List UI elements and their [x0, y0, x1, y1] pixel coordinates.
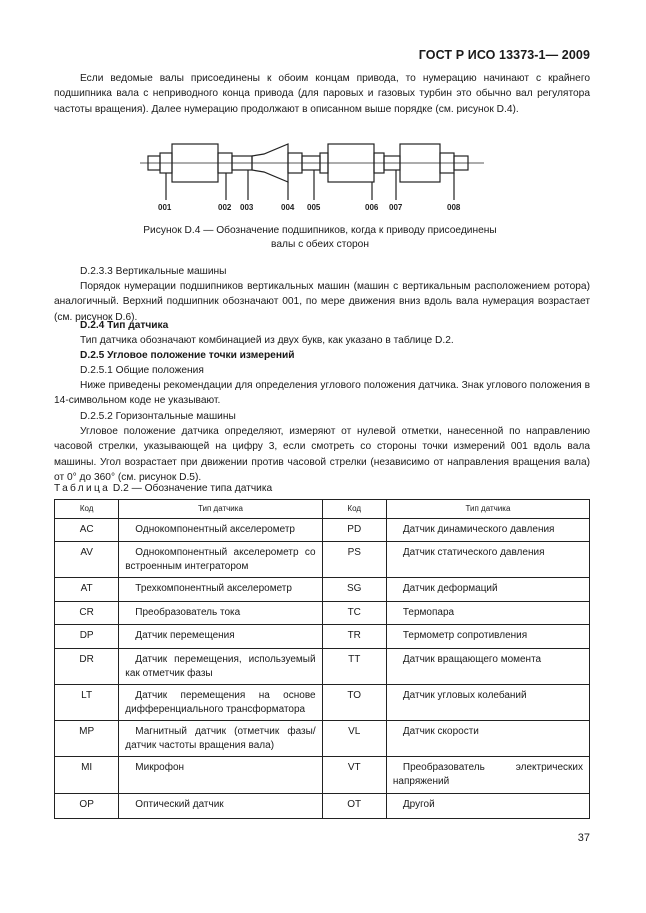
type-cell: Датчик деформаций — [386, 578, 589, 602]
table-row — [55, 519, 590, 542]
bearing-label: 004 — [281, 203, 295, 212]
table-row — [55, 721, 590, 757]
type-cell: Термометр сопротивления — [386, 625, 589, 649]
code-cell: PD — [322, 519, 386, 542]
type-cell: Однокомпонентный акселерометр со встроенным интегратором — [119, 542, 322, 578]
code-cell: DP — [55, 625, 119, 649]
code-cell: PS — [322, 542, 386, 578]
table-caption-text: D.2 — Обозначение типа датчика — [112, 483, 273, 494]
type-cell: Датчик динамического давления — [386, 519, 589, 542]
bearing-label: 007 — [389, 203, 403, 212]
table-row — [55, 794, 590, 819]
page-number: 37 — [577, 832, 590, 844]
sensor-type-table — [54, 499, 590, 819]
type-cell: Датчик статического давления — [386, 542, 589, 578]
table-row — [55, 685, 590, 721]
section-heading-angular-position: D.2.5 Угловое положение точки измерений — [80, 350, 295, 361]
type-cell: Датчик вращающего момента — [386, 649, 589, 685]
type-cell: Преобразователь тока — [119, 602, 322, 625]
code-cell: MP — [55, 721, 119, 757]
type-cell: Трехкомпонентный акселерометр — [119, 578, 322, 602]
table-row — [55, 542, 590, 578]
header-sensor-type: Тип датчика — [119, 500, 322, 519]
type-cell: Магнитный датчик (отметчик фазы/датчик частоты вращения вала) — [119, 721, 322, 757]
code-cell: OT — [322, 794, 386, 819]
paragraph-sensor-type: Тип датчика обозначают комбинацией из двух букв, как указано в таблице D.2. — [80, 335, 454, 346]
code-cell: AC — [55, 519, 119, 542]
bearing-label: 002 — [218, 203, 232, 212]
header-code: Код — [55, 500, 119, 519]
figure-caption-line1: Рисунок D.4 — Обозначение подшипников, когда к приводу присоединены — [143, 225, 497, 236]
table-caption-word: Таблица — [54, 483, 111, 494]
table-row — [55, 757, 590, 794]
code-cell: AV — [55, 542, 119, 578]
code-cell: AT — [55, 578, 119, 602]
paragraph-numbering-both-ends: Если ведомые валы присоединены к обоим концам привода, то нумерацию начинают с крайнего подшипника вала с неприводного конца привода (для паровых и газовых турбин это обычно вал регулятора частоты вращения). Далее нумерацию продолжают в описанном выше порядке (см. рисунок D.4). — [54, 73, 590, 115]
type-cell: Датчик скорости — [386, 721, 589, 757]
code-cell: OP — [55, 794, 119, 819]
type-cell: Преобразователь электрических напряжений — [386, 757, 589, 794]
type-cell: Микрофон — [119, 757, 322, 794]
bearing-label: 003 — [240, 203, 254, 212]
code-cell: SG — [322, 578, 386, 602]
code-cell: DR — [55, 649, 119, 685]
code-cell: TO — [322, 685, 386, 721]
paragraph-general: Ниже приведены рекомендации для определения углового положения датчика. Знак углового положения в 14-символьном коде не указывают. — [54, 380, 590, 407]
table-row — [55, 625, 590, 649]
figure-caption-line2: валы с обеих сторон — [271, 239, 369, 250]
section-heading-general: D.2.5.1 Общие положения — [80, 365, 204, 376]
section-heading-horizontal-machines: D.2.5.2 Горизонтальные машины — [80, 411, 236, 422]
paragraph-horizontal-machines: Угловое положение датчика определяют, измеряют от нулевой отметки, нанесенной по направлению часовой стрелки, указывающей на цифру 3, если смотреть со стороны точки измерений 001 вдоль вала машины. Угол возрастает при движении против часовой стрелки (независимо от направления вращения вала) от 0° до 360° (см. рисунок D.5). — [54, 426, 590, 484]
type-cell: Однокомпонентный акселерометр — [119, 519, 322, 542]
bearing-labels — [158, 203, 461, 212]
figure-caption — [120, 224, 520, 252]
type-cell: Датчик перемещения на основе дифференциального трансформатора — [119, 685, 322, 721]
code-cell: VL — [322, 721, 386, 757]
bearing-label: 001 — [158, 203, 172, 212]
header-code: Код — [322, 500, 386, 519]
document-header: ГОСТ Р ИСО 13373-1— 2009 — [418, 48, 590, 62]
code-cell: TR — [322, 625, 386, 649]
code-cell: LT — [55, 685, 119, 721]
code-cell: TC — [322, 602, 386, 625]
type-cell: Другой — [386, 794, 589, 819]
paragraph-vertical-machines: Порядок нумерации подшипников вертикальных машин (машин с вертикальным расположением ротора) аналогичный. Верхний подшипник обозначают 001, по мере движения вниз вдоль вала нумерация возрастает (см. рисунок D.6). — [54, 281, 590, 323]
table-row — [55, 649, 590, 685]
code-cell: MI — [55, 757, 119, 794]
type-cell: Датчик перемещения — [119, 625, 322, 649]
bearing-label: 008 — [447, 203, 461, 212]
type-cell: Датчик перемещения, используемый как отметчик фазы — [119, 649, 322, 685]
table-caption — [54, 483, 272, 494]
type-cell: Датчик угловых колебаний — [386, 685, 589, 721]
bearing-label: 005 — [307, 203, 321, 212]
table-row — [55, 578, 590, 602]
header-sensor-type: Тип датчика — [386, 500, 589, 519]
section-heading-vertical-machines: D.2.3.3 Вертикальные машины — [80, 266, 227, 277]
table-row — [55, 602, 590, 625]
code-cell: CR — [55, 602, 119, 625]
code-cell: TT — [322, 649, 386, 685]
table-header-row — [55, 500, 590, 519]
type-cell: Термопара — [386, 602, 589, 625]
type-cell: Оптический датчик — [119, 794, 322, 819]
bearing-label: 006 — [365, 203, 379, 212]
bearing-diagram — [140, 136, 500, 218]
code-cell: VT — [322, 757, 386, 794]
section-heading-sensor-type: D.2.4 Тип датчика — [80, 320, 169, 331]
